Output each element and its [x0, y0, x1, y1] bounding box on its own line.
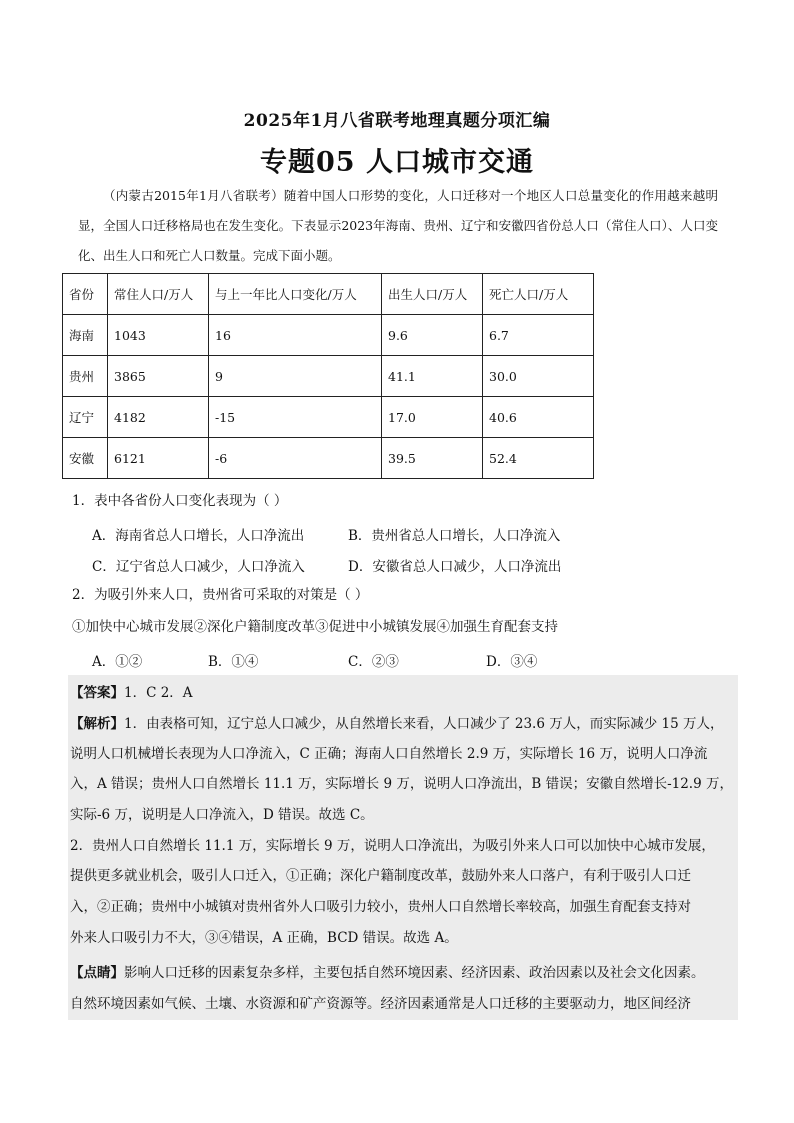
analysis-line-7: 入，②正确；贵州中小城镇对贵州省外人口吸引力较小，贵州人口自然增长率较高，加强生育配套支持对: [70, 899, 691, 915]
table-cell: -6: [209, 438, 382, 479]
q2-option-c[interactable]: C．②③: [348, 654, 399, 670]
tips-line-2: 自然环境因素如气候、土壤、水资源和矿产资源等。经济因素通常是人口迁移的主要驱动力，地区间经济: [70, 996, 691, 1012]
table-cell: 6121: [108, 438, 209, 479]
analysis-line-2: 说明人口机械增长表现为人口净流入，C 正确；海南人口自然增长 2.9 万，实际增长 16 万，说明人口净流: [70, 746, 708, 762]
analysis-line-8: 外来人口吸引力不大，③④错误，A 正确，BCD 错误。故选 A。: [70, 930, 458, 946]
table-cell: 4182: [108, 397, 209, 438]
analysis-line-5: 2．贵州人口自然增长 11.1 万，实际增长 9 万，说明人口净流出，为吸引外来人口可以加快中心城市发展，: [70, 838, 715, 854]
table-row: [63, 356, 594, 397]
population-table: [62, 273, 594, 479]
table-header-cell: 常住人口/万人: [108, 274, 209, 315]
table-row: [63, 315, 594, 356]
q1-option-b[interactable]: B．贵州省总人口增长，人口净流入: [348, 528, 561, 544]
table-cell: 30.0: [483, 356, 594, 397]
table-cell: 3865: [108, 356, 209, 397]
analysis-line-3: 入，A 错误；贵州人口自然增长 11.1 万，实际增长 9 万，说明人口净流出，B 错误；安徽自然增长-12.9 万，: [70, 776, 733, 792]
table-cell: -15: [209, 397, 382, 438]
table-cell: 9.6: [382, 315, 483, 356]
tips-text: 影响人口迁移的因素复杂多样，主要包括自然环境因素、经济因素、政治因素以及社会文化因素。: [124, 965, 705, 981]
answer-text: 1．C 2．A: [124, 685, 193, 701]
q2-option-a[interactable]: A．①②: [92, 654, 143, 670]
table-cell: 17.0: [382, 397, 483, 438]
question-2-items: ①加快中心城市发展②深化户籍制度改革③促进中小城镇发展④加强生育配套支持: [72, 619, 558, 635]
table-cell: 6.7: [483, 315, 594, 356]
table-header-cell: 省份: [63, 274, 108, 315]
q1-option-c[interactable]: C．辽宁省总人口减少，人口净流入: [92, 559, 305, 575]
analysis-text: 1．由表格可知，辽宁总人口减少，从自然增长来看，人口减少了 23.6 万人，而实际减少 15 万人，: [124, 716, 724, 732]
table-cell: 贵州: [63, 356, 108, 397]
table-cell: 海南: [63, 315, 108, 356]
analysis-label: 【解析】: [70, 716, 124, 732]
table-cell: 安徽: [63, 438, 108, 479]
table-cell: 16: [209, 315, 382, 356]
table-cell: 40.6: [483, 397, 594, 438]
table-header-row: [63, 274, 594, 315]
table-row: [63, 438, 594, 479]
q2-option-d[interactable]: D．③④: [486, 654, 538, 670]
table-cell: 41.1: [382, 356, 483, 397]
table-header-cell: 死亡人口/万人: [483, 274, 594, 315]
table-cell: 39.5: [382, 438, 483, 479]
document-subtitle: 2025年1月八省联考地理真题分项汇编: [243, 111, 551, 131]
analysis-line-6: 提供更多就业机会，吸引人口迁入，①正确；深化户籍制度改革，鼓励外来人口落户，有利于吸引人口迁: [70, 868, 691, 884]
table-cell: 9: [209, 356, 382, 397]
table-cell: 52.4: [483, 438, 594, 479]
q1-option-a[interactable]: A．海南省总人口增长，人口净流出: [92, 528, 305, 544]
table-row: [63, 397, 594, 438]
answer-line: [70, 681, 193, 701]
intro-paragraph: （内蒙古2015年1月八省联考）随着中国人口形势的变化，人口迁移对一个地区人口总量变化的作用越来越明显，全国人口迁移格局也在发生变化。下表显示2023年海南、贵州、辽宁和安徽四省份总人口（常住人口）、人口变化、出生人口和死亡人口数量。完成下面小题。: [78, 188, 718, 263]
q1-option-d[interactable]: D．安徽省总人口减少，人口净流出: [348, 559, 562, 575]
table-header-cell: 出生人口/万人: [382, 274, 483, 315]
q2-option-b[interactable]: B．①④: [208, 654, 259, 670]
table-header-cell: 与上一年比人口变化/万人: [209, 274, 382, 315]
table-cell: 1043: [108, 315, 209, 356]
tips-line-1: [70, 961, 705, 981]
tips-label: 【点睛】: [70, 965, 124, 981]
question-2-stem: 2．为吸引外来人口，贵州省可采取的对策是（ ）: [72, 587, 369, 603]
analysis-line-4: 实际-6 万，说明是人口净流入，D 错误。故选 C。: [70, 807, 374, 823]
question-1-stem: 1．表中各省份人口变化表现为（ ）: [72, 493, 288, 509]
table-cell: 辽宁: [63, 397, 108, 438]
answer-label: 【答案】: [70, 685, 124, 701]
document-title: 专题05 人口城市交通: [260, 147, 534, 178]
analysis-line-1: [70, 712, 724, 732]
